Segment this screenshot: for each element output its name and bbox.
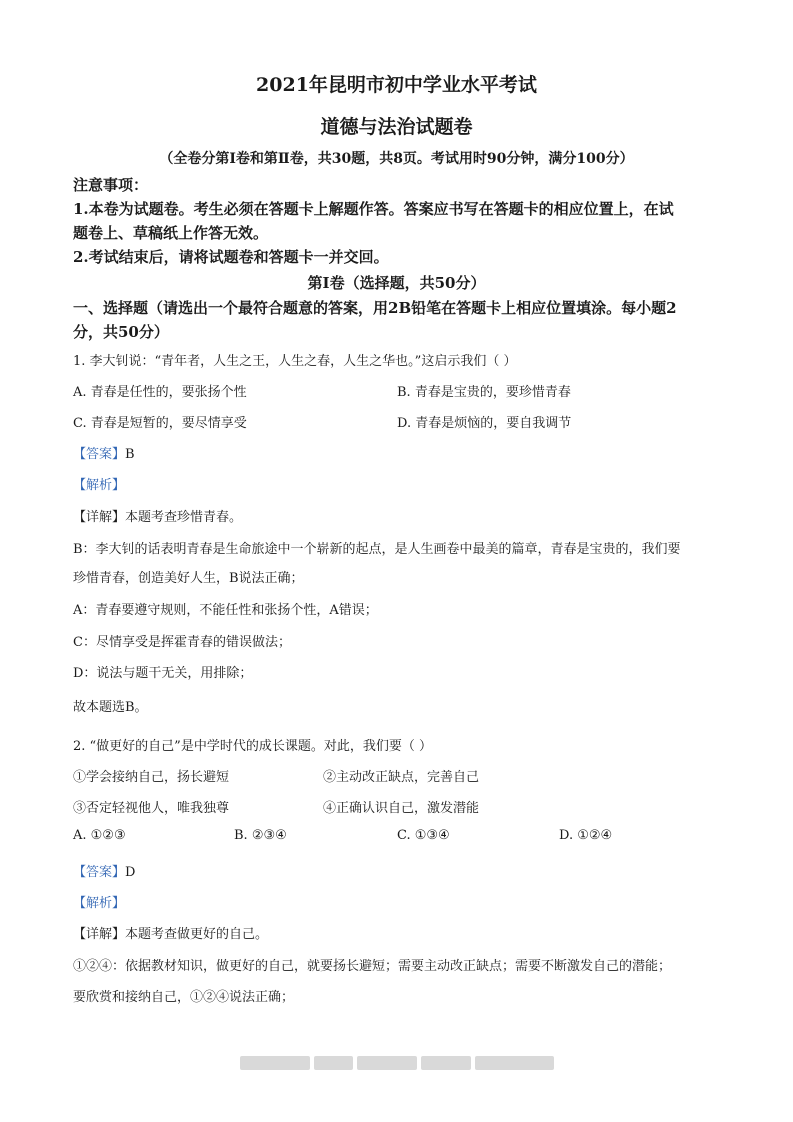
q1-answer-label: 【答案】 bbox=[73, 447, 126, 462]
q1-stem: 1. 李大钊说：“青年者，人生之王，人生之春，人生之华也。”这启示我们（ ） bbox=[73, 354, 517, 369]
q2-statement-2: ②主动改正缺点，完善自己 bbox=[323, 770, 480, 785]
q2-answer-value: D bbox=[125, 865, 136, 880]
section-instruction-line2: 分，共50分） bbox=[73, 323, 169, 341]
q2-option-c: C. ①③④ bbox=[397, 828, 450, 843]
q1-explain-d: D：说法与题干无关，用排除； bbox=[73, 666, 253, 681]
q2-stem: 2. “做更好的自己”是中学时代的成长课题。对此，我们要（ ） bbox=[73, 739, 432, 754]
q2-answer-label: 【答案】 bbox=[73, 865, 126, 880]
q2-option-a: A. ①②③ bbox=[73, 828, 126, 843]
q1-explain-b-line1: B：李大钊的话表明青春是生命旅途中一个崭新的起点，是人生画卷中最美的篇章，青春是宝贵的，我们要 bbox=[73, 542, 681, 557]
q2-option-d: D. ①②④ bbox=[559, 828, 613, 843]
q2-detail: 【详解】本题考查做更好的自己。 bbox=[73, 927, 269, 942]
q1-option-b: B. 青春是宝贵的，要珍惜青春 bbox=[397, 385, 571, 400]
q2-option-b: B. ②③④ bbox=[234, 828, 287, 843]
q1-option-c: C. 青春是短暂的，要尽情享受 bbox=[73, 416, 247, 431]
q2-analysis-label: 【解析】 bbox=[73, 896, 126, 911]
q1-analysis-label: 【解析】 bbox=[73, 478, 126, 493]
exam-subtitle: 道德与法治试题卷 bbox=[320, 116, 473, 138]
q2-explain-line1: ①②④：依据教材知识，做更好的自己，就要扬长避短；需要主动改正缺点；需要不断激发自己的潜能； bbox=[73, 959, 672, 974]
notice-item1-line1: 1.本卷为试题卷。考生必须在答题卡上解题作答。答案应书写在答题卡的相应位置上，在试 bbox=[73, 200, 674, 218]
q2-statement-3: ③否定轻视他人，唯我独尊 bbox=[73, 801, 230, 816]
q1-conclusion: 故本题选B。 bbox=[73, 700, 148, 715]
q2-statement-4: ④正确认识自己，激发潜能 bbox=[323, 801, 480, 816]
exam-note: （全卷分第Ⅰ卷和第Ⅱ卷，共30题，共8页。考试用时90分钟，满分100分） bbox=[159, 151, 634, 167]
notice-heading: 注意事项： bbox=[73, 176, 149, 194]
q1-detail: 【详解】本题考查珍惜青春。 bbox=[73, 510, 243, 525]
q1-option-a: A. 青春是任性的，要张扬个性 bbox=[73, 385, 247, 400]
q1-explain-b-line2: 珍惜青春，创造美好人生，B说法正确； bbox=[73, 571, 304, 586]
q1-answer bbox=[73, 443, 723, 462]
q1-option-d: D. 青春是烦恼的，要自我调节 bbox=[397, 416, 572, 431]
section-title: 第Ⅰ卷（选择题，共50分） bbox=[307, 274, 486, 292]
exam-title: 2021年昆明市初中学业水平考试 bbox=[256, 74, 537, 96]
notice-item1-line2: 题卷上、草稿纸上作答无效。 bbox=[73, 224, 269, 242]
q2-explain-line2: 要欣赏和接纳自己，①②④说法正确； bbox=[73, 990, 295, 1005]
notice-item2: 2.考试结束后，请将试题卷和答题卡一并交回。 bbox=[73, 248, 389, 266]
q2-statement-1: ①学会接纳自己，扬长避短 bbox=[73, 770, 230, 785]
q2-answer bbox=[73, 861, 723, 880]
q1-explain-a: A：青春要遵守规则，不能任性和张扬个性，A错误； bbox=[73, 603, 378, 618]
q1-explain-c: C：尽情享受是挥霍青春的错误做法； bbox=[73, 635, 291, 650]
section-instruction-line1: 一、选择题（请选出一个最符合题意的答案，用2B铅笔在答题卡上相应位置填涂。每小题2 bbox=[73, 299, 677, 317]
blurred-footer-watermark bbox=[240, 1056, 554, 1070]
q1-answer-value: B bbox=[125, 447, 135, 462]
